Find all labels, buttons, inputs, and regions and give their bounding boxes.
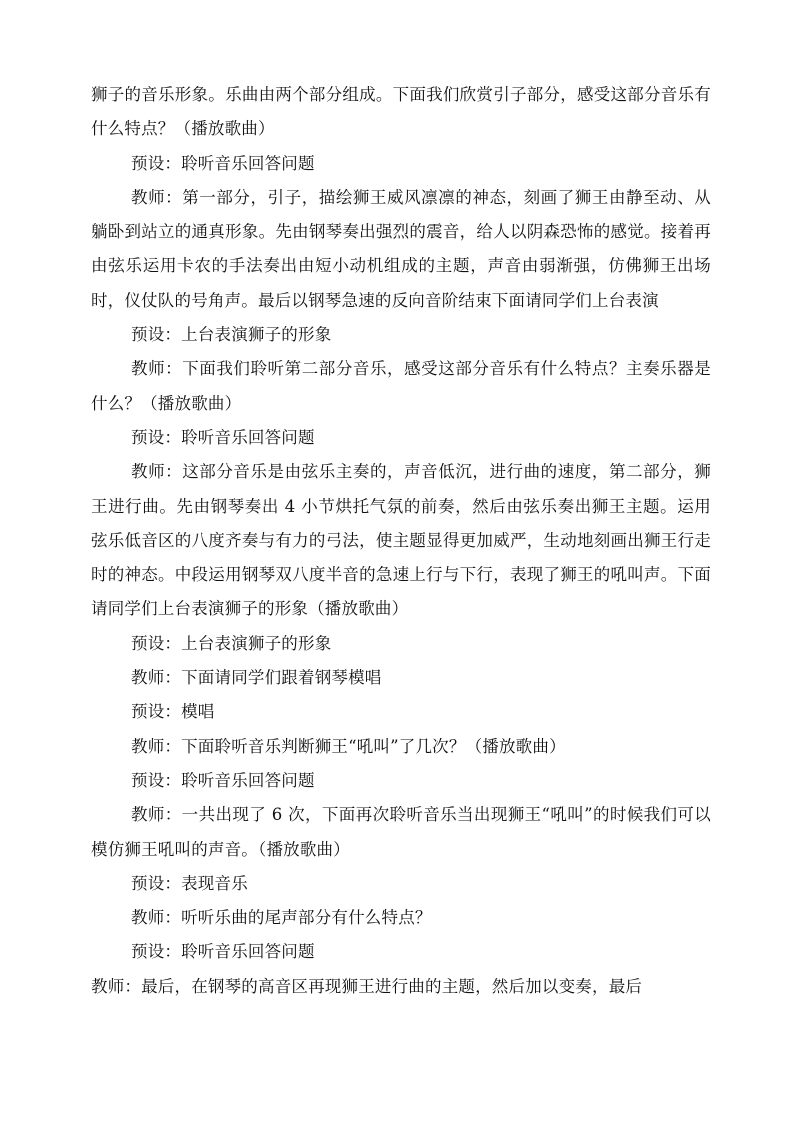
paragraph-teacher: 教师：下面请同学们跟着钢琴模唱	[131, 668, 382, 688]
paragraph-teacher: 教师：第一部分，引子，描绘狮王威风凛凛的神态，刻画了狮王由静至动、从躺卧到站立的通真形象。先由钢琴奏出强烈的震音，给人以阴森恐怖的感觉。接着再由弦乐运用卡农的手法奏出由短小动机组成的主题，声音由弱渐强，仿佛狮王出场时，仪仗队的号角声。最后以钢琴急速的反向音阶结束下面请同学们上台表演	[91, 187, 711, 310]
paragraph-preset: 预设：聆听音乐回答问题	[131, 427, 315, 447]
paragraph-preset: 预设：聆听音乐回答问题	[131, 942, 315, 962]
document-page	[91, 78, 711, 1004]
paragraph-teacher: 教师：下面聆听音乐判断狮王“吼叫”了几次？（播放歌曲）	[131, 736, 566, 756]
paragraph-preset: 预设：表现音乐	[131, 873, 248, 893]
paragraph-preset: 预设：聆听音乐回答问题	[131, 153, 315, 173]
paragraph-preset: 预设：上台表演狮子的形象	[131, 633, 332, 653]
paragraph-intro: 狮子的音乐形象。乐曲由两个部分组成。下面我们欣赏引子部分，感受这部分音乐有什么特点？（播放歌曲）	[91, 85, 711, 139]
paragraph-teacher: 教师：这部分音乐是由弦乐主奏的，声音低沉，进行曲的速度，第二部分，狮王进行曲。先由钢琴奏出 4 小节烘托气氛的前奏，然后由弦乐奏出狮王主题。运用弦乐低音区的八度齐奏与有力的弓法，使主题显得更加威严，生动地刻画出狮王行走时的神态。中段运用钢琴双八度半音的急速上行与下行，表现了狮王的吼叫声。下面请同学们上台表演狮子的形象（播放歌曲）	[91, 462, 711, 619]
paragraph-preset: 预设：上台表演狮子的形象	[131, 325, 332, 345]
paragraph-teacher-final: 教师：最后，在钢琴的高音区再现狮王进行曲的主题，然后加以变奏，最后	[91, 976, 643, 996]
paragraph-teacher: 教师：一共出现了 6 次，下面再次聆听音乐当出现狮王“吼叫”的时候我们可以模仿狮王吼叫的声音。（播放歌曲）	[91, 805, 711, 859]
paragraph-teacher: 教师：下面我们聆听第二部分音乐，感受这部分音乐有什么特点？主奏乐器是什么？（播放歌曲）	[91, 359, 711, 413]
paragraph-preset: 预设：模唱	[131, 702, 215, 722]
paragraph-teacher: 教师：听听乐曲的尾声部分有什么特点？	[131, 908, 432, 928]
paragraph-preset: 预设：聆听音乐回答问题	[131, 770, 315, 790]
